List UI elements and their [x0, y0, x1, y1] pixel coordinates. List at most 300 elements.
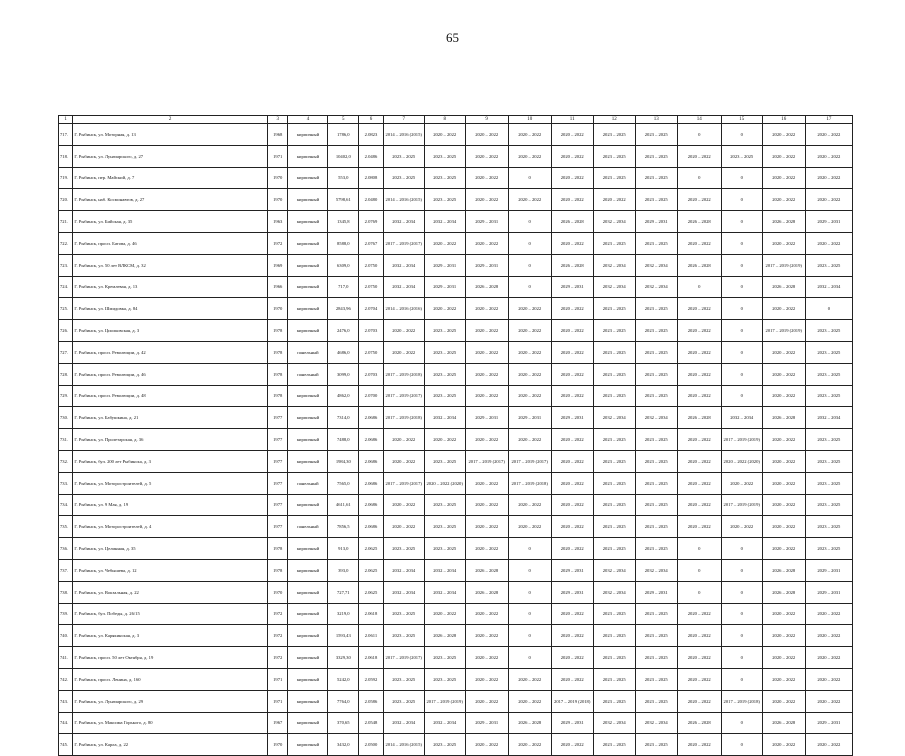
table-cell: 2020 – 2022	[762, 167, 805, 189]
table-cell: 2023 – 2025	[635, 668, 677, 690]
table-cell: 2020 – 2022	[551, 494, 593, 516]
table-cell: 2020 – 2022	[424, 603, 465, 625]
table-cell: 2026 – 2028	[762, 211, 805, 233]
table-cell: 2020 – 2022	[508, 385, 551, 407]
table-cell: 1972	[267, 232, 287, 254]
table-cell: 2026 – 2028	[551, 254, 593, 276]
table-cell: 2843,96	[328, 298, 359, 320]
table-cell: 2020 – 2022	[551, 167, 593, 189]
table-cell: 726.	[59, 320, 73, 342]
table-row	[59, 538, 853, 560]
address-cell: Г. Рыбинск, ул. Моторостроителей, д. 4	[73, 516, 268, 538]
table-cell: 0	[721, 559, 762, 581]
table-cell: 2020 – 2022	[508, 298, 551, 320]
column-number-cell: 2	[73, 116, 268, 124]
table-cell: 2017 – 2019 (2018)	[721, 690, 762, 712]
table-cell: 2020 – 2022	[762, 647, 805, 669]
table-cell: 0	[508, 581, 551, 603]
column-number-cell: 4	[288, 116, 328, 124]
address-cell: Г. Рыбинск, ул. Чебышева, д. 12	[73, 559, 268, 581]
table-cell: 393,0	[328, 559, 359, 581]
table-cell: 2.0625	[359, 559, 384, 581]
table-cell: 2020 – 2022	[762, 472, 805, 494]
table-cell: 0	[721, 298, 762, 320]
table-cell: 2029 – 2031	[551, 581, 593, 603]
table-cell: 2020 – 2022	[551, 124, 593, 146]
table-cell: 2020 – 2022	[762, 124, 805, 146]
table-cell: 2017 – 2019 (2017)	[383, 472, 424, 494]
column-number-cell: 7	[383, 116, 424, 124]
table-cell: 733.	[59, 472, 73, 494]
table-cell: 0	[677, 538, 721, 560]
table-cell: 2029 – 2031	[465, 211, 508, 233]
column-number-cell: 1	[59, 116, 73, 124]
table-cell: 1978	[267, 320, 287, 342]
table-cell: 2029 – 2031	[424, 254, 465, 276]
table-cell: 2020 – 2022	[805, 690, 852, 712]
table-cell: 741.	[59, 647, 73, 669]
table-cell: 2029 – 2031	[805, 581, 852, 603]
table-cell: 2.0611	[359, 625, 384, 647]
table-cell: 2017 – 2019 (2017)	[508, 450, 551, 472]
address-cell: Г. Рыбинск, пер. Майский, д. 7	[73, 167, 268, 189]
table-cell: 4862,0	[328, 385, 359, 407]
table-cell: 727,71	[328, 581, 359, 603]
table-cell: 2020 – 2022	[424, 232, 465, 254]
table-cell: 2017 – 2019 (2018)	[508, 472, 551, 494]
address-cell: Г. Рыбинск, ул. Карякинская, д. 3	[73, 625, 268, 647]
table-cell: 5242,0	[328, 668, 359, 690]
table-cell: 2023 – 2025	[383, 167, 424, 189]
table-cell: кирпичный	[288, 538, 328, 560]
table-row	[59, 668, 853, 690]
table-cell: 2032 – 2034	[593, 254, 635, 276]
table-cell: 2023 – 2025	[805, 320, 852, 342]
table-cell: 2020 – 2022	[508, 189, 551, 211]
address-cell: Г. Рыбинск, ул. Бийская, д. 35	[73, 211, 268, 233]
table-cell: 2023 – 2025	[424, 668, 465, 690]
table-cell: 0	[508, 211, 551, 233]
table-cell: 6309,0	[328, 254, 359, 276]
table-cell: 2023 – 2025	[593, 472, 635, 494]
table-cell: 1969	[267, 254, 287, 276]
table-row	[59, 189, 853, 211]
column-number-cell: 15	[721, 116, 762, 124]
table-row	[59, 472, 853, 494]
table-cell: 0	[721, 363, 762, 385]
table-cell: 2.0750	[359, 276, 384, 298]
table-cell: 1972	[267, 625, 287, 647]
table-cell: 2023 – 2025	[805, 472, 852, 494]
table-cell: 2023 – 2025	[635, 538, 677, 560]
table-cell: 2023 – 2025	[424, 145, 465, 167]
table-cell: 2020 – 2022	[551, 603, 593, 625]
table-cell: 2020 – 2022	[508, 320, 551, 342]
table-body	[59, 116, 853, 756]
table-cell: 2.0686	[359, 494, 384, 516]
table-cell: 735.	[59, 516, 73, 538]
table-cell: 2020 – 2022	[465, 145, 508, 167]
table-cell: 731.	[59, 429, 73, 451]
table-cell: 4611,61	[328, 494, 359, 516]
table-cell: 2032 – 2034	[635, 254, 677, 276]
table-cell: 743.	[59, 690, 73, 712]
table-cell: 1977	[267, 450, 287, 472]
table-cell: 2020 – 2022	[551, 341, 593, 363]
table-cell: 2020 – 2022	[762, 363, 805, 385]
table-cell: 3432,0	[328, 734, 359, 756]
table-cell: 2.0548	[359, 712, 384, 734]
table-cell: кирпичный	[288, 385, 328, 407]
table-cell: 2020 – 2022	[677, 494, 721, 516]
table-cell: 2020 – 2022	[762, 341, 805, 363]
column-number-cell: 17	[805, 116, 852, 124]
table-row	[59, 407, 853, 429]
table-cell: 0	[508, 559, 551, 581]
table-cell: 2023 – 2025	[635, 429, 677, 451]
table-cell: 2017 – 2019 (2019)	[721, 494, 762, 516]
table-cell: 2020 – 2022	[465, 341, 508, 363]
register-table	[58, 115, 853, 756]
table-cell: 744.	[59, 712, 73, 734]
table-cell: 2020 – 2022	[762, 690, 805, 712]
table-cell: 723.	[59, 254, 73, 276]
table-cell: 2032 – 2034	[593, 211, 635, 233]
table-row	[59, 690, 853, 712]
table-cell: 2017 – 2019 (2019)	[762, 254, 805, 276]
table-cell: 1977	[267, 407, 287, 429]
table-cell: 2020 – 2022	[762, 189, 805, 211]
table-cell: 2017 – 2019 (2017)	[383, 232, 424, 254]
table-cell: кирпичный	[288, 668, 328, 690]
table-cell: 2.0625	[359, 581, 384, 603]
table-cell: 2.0592	[359, 668, 384, 690]
table-cell: 2020 – 2022	[677, 516, 721, 538]
table-cell: 2020 – 2022	[551, 320, 593, 342]
table-cell: 2023 – 2025	[383, 690, 424, 712]
address-cell: Г. Рыбинск, просп. Батова, д. 46	[73, 232, 268, 254]
table-cell: 2023 – 2025	[635, 472, 677, 494]
table-cell: 0	[721, 668, 762, 690]
table-cell: 2032 – 2034	[424, 712, 465, 734]
table-cell: 2023 – 2025	[593, 145, 635, 167]
table-cell: 2020 – 2022	[551, 189, 593, 211]
table-cell: 2020 – 2022	[593, 189, 635, 211]
table-cell: 2023 – 2025	[383, 538, 424, 560]
table-cell: 2023 – 2025	[593, 690, 635, 712]
table-cell: 2020 – 2022	[677, 298, 721, 320]
table-cell: 2020 – 2022	[805, 668, 852, 690]
address-cell: Г. Рыбинск, бул. Победы, д. 26/15	[73, 603, 268, 625]
table-row	[59, 363, 853, 385]
table-cell: 2026 – 2028	[762, 712, 805, 734]
table-cell: 2020 – 2022	[383, 516, 424, 538]
table-cell: 2020 – 2022	[551, 647, 593, 669]
table-cell: 2.0486	[359, 145, 384, 167]
table-cell: 2029 – 2031	[424, 276, 465, 298]
table-cell: кирпичный	[288, 734, 328, 756]
table-cell: 2029 – 2031	[805, 211, 852, 233]
column-number-cell: 11	[551, 116, 593, 124]
table-cell: 2017 – 2019 (2019)	[762, 320, 805, 342]
table-cell: 5798,61	[328, 189, 359, 211]
address-cell: Г. Рыбинск, просп. Революции, д. 46	[73, 363, 268, 385]
table-cell: 2020 – 2022	[465, 189, 508, 211]
address-cell: Г. Рыбинск, ул. Кремлевая, д. 13	[73, 276, 268, 298]
table-cell: 7856,5	[328, 516, 359, 538]
table-cell: 2020 – 2022	[551, 145, 593, 167]
table-cell: 2023 – 2025	[424, 734, 465, 756]
column-number-cell: 16	[762, 116, 805, 124]
address-cell: Г. Рыбинск, ул. Пролетарская, д. 36	[73, 429, 268, 451]
table-cell: 1978	[267, 363, 287, 385]
table-cell: 2020 – 2022	[465, 625, 508, 647]
table-cell: 2023 – 2025	[383, 668, 424, 690]
table-cell: 2020 – 2022	[551, 734, 593, 756]
table-row	[59, 145, 853, 167]
table-cell: 2020 – 2022	[508, 429, 551, 451]
table-cell: 2020 – 2022	[383, 429, 424, 451]
table-cell: 2014 – 2016 (2015)	[383, 124, 424, 146]
table-cell: 2023 – 2025	[593, 341, 635, 363]
table-cell: 2029 – 2031	[465, 254, 508, 276]
table-cell: 0	[721, 385, 762, 407]
table-cell: кирпичный	[288, 167, 328, 189]
table-cell: 1971	[267, 668, 287, 690]
table-cell: 2020 – 2022	[551, 625, 593, 647]
table-cell: 0	[677, 581, 721, 603]
table-cell: 2023 – 2025	[593, 734, 635, 756]
table-cell: кирпичный	[288, 276, 328, 298]
table-cell: 1970	[267, 189, 287, 211]
table-cell: 553,0	[328, 167, 359, 189]
table-cell: 2026 – 2028	[762, 581, 805, 603]
table-cell: 2.0750	[359, 341, 384, 363]
table-cell: 2023 – 2025	[805, 494, 852, 516]
table-cell: 0	[721, 625, 762, 647]
table-cell: 0	[721, 712, 762, 734]
column-number-cell: 13	[635, 116, 677, 124]
table-cell: 725.	[59, 298, 73, 320]
table-cell: 2020 – 2022	[677, 189, 721, 211]
table-cell: 2026 – 2028	[465, 559, 508, 581]
address-cell: Г. Рыбинск, ул. 9 Мая, д. 19	[73, 494, 268, 516]
column-number-cell: 8	[424, 116, 465, 124]
table-cell: 2020 – 2022	[465, 363, 508, 385]
table-cell: 2020 – 2022	[677, 603, 721, 625]
table-cell: 0	[721, 320, 762, 342]
table-cell: 3329,30	[328, 647, 359, 669]
table-cell: панельный	[288, 472, 328, 494]
table-cell: 728.	[59, 363, 73, 385]
table-cell: 2020 – 2022	[465, 516, 508, 538]
table-cell: 2.0704	[359, 298, 384, 320]
table-cell: 2020 – 2022	[805, 603, 852, 625]
table-cell: 2020 – 2022	[465, 734, 508, 756]
address-cell: Г. Рыбинск, бул. 200 лет Рыбинска, д. 3	[73, 450, 268, 472]
table-cell: 2020 – 2022	[551, 450, 593, 472]
table-cell: 2020 – 2022	[677, 647, 721, 669]
table-cell: 0	[721, 581, 762, 603]
table-cell: кирпичный	[288, 254, 328, 276]
table-cell: 2020 – 2022	[805, 625, 852, 647]
address-cell: Г. Рыбинск, ул. Циолковская, д. 3	[73, 320, 268, 342]
table-cell: 2020 – 2022	[508, 145, 551, 167]
column-number-cell: 12	[593, 116, 635, 124]
table-cell: 2020 – 2022	[677, 450, 721, 472]
table-cell: 2032 – 2034	[805, 276, 852, 298]
table-cell: 2020 – 2022	[805, 734, 852, 756]
table-cell: 2020 – 2022	[508, 494, 551, 516]
table-cell: 739.	[59, 603, 73, 625]
address-cell: Г. Рыбинск, просп. 50 лет Октября, д. 19	[73, 647, 268, 669]
table-cell: 2032 – 2034	[635, 559, 677, 581]
table-cell: 2029 – 2031	[635, 581, 677, 603]
table-cell: 1966	[267, 276, 287, 298]
table-cell: 2032 – 2034	[383, 254, 424, 276]
table-cell: 2023 – 2025	[721, 145, 762, 167]
address-cell: Г. Рыбинск, ул. Шмидовка, д. 84	[73, 298, 268, 320]
table-cell: 2020 – 2022	[677, 668, 721, 690]
table-cell: 2020 – 2022 (2020)	[721, 450, 762, 472]
table-cell: 2023 – 2025	[593, 668, 635, 690]
table-cell: 2020 – 2022	[762, 494, 805, 516]
table-cell: 2020 – 2022	[762, 450, 805, 472]
table-cell: 1978	[267, 559, 287, 581]
table-cell: 0	[508, 603, 551, 625]
table-cell: 7764,0	[328, 690, 359, 712]
table-cell: 0	[677, 167, 721, 189]
table-cell: 0	[721, 734, 762, 756]
table-cell: 2020 – 2022	[805, 145, 852, 167]
table-cell: 2014 – 2016 (2015)	[383, 189, 424, 211]
table-cell: 2020 – 2022	[762, 232, 805, 254]
table-cell: 2020 – 2022	[551, 298, 593, 320]
table-row	[59, 625, 853, 647]
table-cell: 1971	[267, 690, 287, 712]
table-cell: 729.	[59, 385, 73, 407]
table-cell: 2023 – 2025	[593, 538, 635, 560]
table-cell: 2032 – 2034	[593, 407, 635, 429]
table-row	[59, 559, 853, 581]
table-cell: 0	[721, 341, 762, 363]
table-cell: 736.	[59, 538, 73, 560]
table-cell: 1972	[267, 603, 287, 625]
table-cell: 1972	[267, 647, 287, 669]
table-cell: 2026 – 2028	[677, 407, 721, 429]
table-row	[59, 232, 853, 254]
table-cell: 2023 – 2025	[635, 603, 677, 625]
table-cell: 2023 – 2025	[635, 189, 677, 211]
table-cell: 724.	[59, 276, 73, 298]
table-cell: 0	[508, 254, 551, 276]
table-cell: 2020 – 2022	[465, 538, 508, 560]
table-cell: кирпичный	[288, 407, 328, 429]
table-cell: 722.	[59, 232, 73, 254]
address-cell: Г. Рыбинск, ул. Луначарского, д. 29	[73, 690, 268, 712]
table-cell: кирпичный	[288, 298, 328, 320]
table-cell: 2023 – 2025	[805, 450, 852, 472]
table-cell: 2020 – 2022	[465, 690, 508, 712]
table-cell: кирпичный	[288, 211, 328, 233]
table-row	[59, 712, 853, 734]
table-cell: 2023 – 2025	[593, 450, 635, 472]
table-cell: 0	[721, 124, 762, 146]
table-row	[59, 320, 853, 342]
table-row	[59, 494, 853, 516]
table-cell: 2023 – 2025	[635, 363, 677, 385]
table-cell: 2.0625	[359, 538, 384, 560]
table-cell: 2020 – 2022	[805, 124, 852, 146]
table-cell: 2020 – 2022	[762, 734, 805, 756]
table-cell: 2023 – 2025	[593, 320, 635, 342]
table-cell: 2017 – 2019 (2018)	[551, 690, 593, 712]
table-row	[59, 450, 853, 472]
table-cell: 2014 – 2016 (2016)	[383, 298, 424, 320]
table-cell: 1978	[267, 385, 287, 407]
table-cell: 2020 – 2022	[465, 320, 508, 342]
table-cell: 2017 – 2019 (2017)	[465, 450, 508, 472]
table-cell: 2020 – 2022	[465, 429, 508, 451]
table-cell: 721.	[59, 211, 73, 233]
table-cell: 2023 – 2025	[635, 320, 677, 342]
table-row	[59, 516, 853, 538]
table-cell: 0	[721, 603, 762, 625]
table-cell: 2029 – 2031	[551, 407, 593, 429]
table-cell: 1971	[267, 145, 287, 167]
table-cell: 2032 – 2034	[593, 712, 635, 734]
table-cell: 0	[721, 538, 762, 560]
table-cell: 913,0	[328, 538, 359, 560]
table-cell: 2023 – 2025	[635, 298, 677, 320]
table-cell: 2.0808	[359, 167, 384, 189]
table-cell: 2032 – 2034	[635, 276, 677, 298]
table-cell: 2023 – 2025	[593, 232, 635, 254]
column-number-cell: 6	[359, 116, 384, 124]
table-cell: кирпичный	[288, 124, 328, 146]
table-row	[59, 211, 853, 233]
table-cell: 732.	[59, 450, 73, 472]
table-cell: кирпичный	[288, 450, 328, 472]
table-cell: 2020 – 2022	[762, 298, 805, 320]
table-cell: 2020 – 2022	[508, 668, 551, 690]
table-cell: 2023 – 2025	[805, 254, 852, 276]
table-cell: 2026 – 2028	[762, 407, 805, 429]
table-cell: 0	[508, 647, 551, 669]
table-cell: 2032 – 2034	[424, 559, 465, 581]
table-cell: 740.	[59, 625, 73, 647]
table-row	[59, 167, 853, 189]
table-cell: 719.	[59, 167, 73, 189]
table-cell: 1977	[267, 494, 287, 516]
address-cell: Г. Рыбинск, ул. Моторная, д. 13	[73, 124, 268, 146]
table-cell: 0	[721, 647, 762, 669]
address-cell: Г. Рыбинск, ул. Целинная, д. 35	[73, 538, 268, 560]
table-cell: 2026 – 2028	[465, 276, 508, 298]
table-cell: 1978	[267, 538, 287, 560]
table-cell: 2029 – 2031	[805, 559, 852, 581]
table-cell: 2026 – 2028	[677, 211, 721, 233]
table-cell: 0	[721, 189, 762, 211]
table-cell: 2020 – 2022	[383, 320, 424, 342]
table-cell: 2020 – 2022	[677, 341, 721, 363]
table-cell: 1968	[267, 124, 287, 146]
table-cell: 1970	[267, 298, 287, 320]
table-cell: 2023 – 2025	[424, 494, 465, 516]
address-cell: Г. Рыбинск, просп. Ленина, д. 160	[73, 668, 268, 690]
table-cell: 2023 – 2025	[635, 450, 677, 472]
table-cell: 2020 – 2022	[805, 647, 852, 669]
